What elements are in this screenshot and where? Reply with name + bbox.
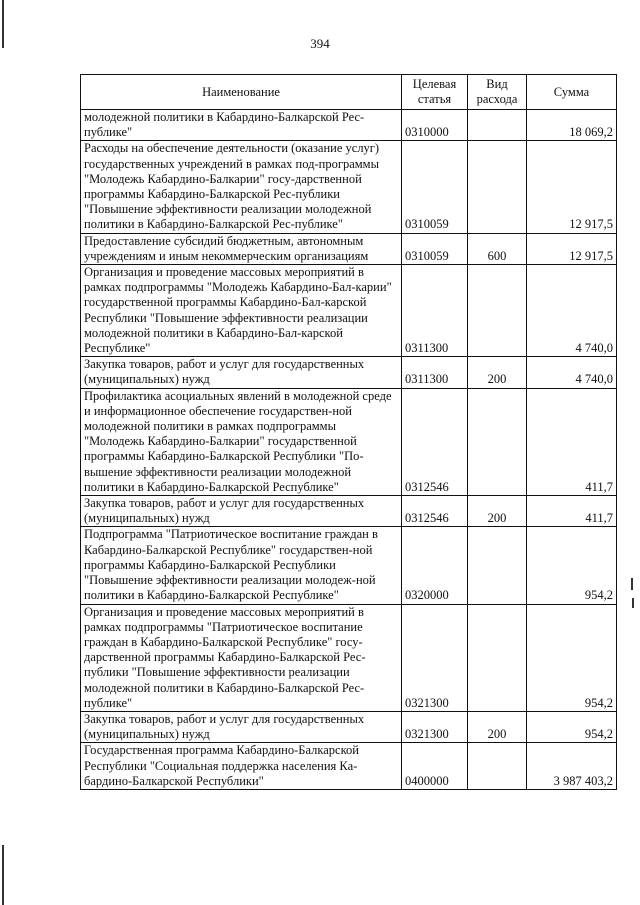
table-row [81, 233, 617, 264]
row-sum: 4 740,0 [527, 357, 617, 388]
table-row [81, 357, 617, 388]
row-sum: 954,2 [527, 527, 617, 604]
row-target-article: 0312546 [402, 496, 468, 527]
scan-edge-mark-bottom-left [2, 845, 4, 905]
row-expense-type [468, 265, 527, 357]
row-target-article: 0310059 [402, 141, 468, 233]
table-row [81, 743, 617, 790]
header-name: Наименование [81, 75, 402, 110]
row-expense-type: 200 [468, 496, 527, 527]
scan-edge-mark-right-1 [631, 578, 633, 590]
row-target-article: 0320000 [402, 527, 468, 604]
row-name: Закупка товаров, работ и услуг для государственных (муниципальных) нужд [81, 711, 402, 742]
row-expense-type: 200 [468, 711, 527, 742]
header-sum: Сумма [527, 75, 617, 110]
row-sum: 4 740,0 [527, 265, 617, 357]
row-name: Организация и проведение массовых мероприятий в рамках подпрограммы "Молодежь Кабардино-Бал-карии" государственной программы Кабардино-Бал-карской Республики "Повышение эффективности реализации молодежной политики в Кабардино-Бал-карской Республике" [81, 265, 402, 357]
row-sum: 3 987 403,2 [527, 743, 617, 790]
row-expense-type [468, 527, 527, 604]
header-expense-type: Вид расхода [468, 75, 527, 110]
table-row [81, 141, 617, 233]
row-sum: 18 069,2 [527, 110, 617, 141]
row-sum: 12 917,5 [527, 233, 617, 264]
row-sum: 12 917,5 [527, 141, 617, 233]
row-name: Предоставление субсидий бюджетным, автономным учреждениям и иным некоммерческим организациям [81, 233, 402, 264]
table-row [81, 496, 617, 527]
row-expense-type: 200 [468, 357, 527, 388]
row-expense-type [468, 604, 527, 711]
table-row [81, 265, 617, 357]
row-target-article: 0312546 [402, 388, 468, 495]
row-target-article: 0311300 [402, 265, 468, 357]
row-target-article: 0310000 [402, 110, 468, 141]
table-header-row [81, 75, 617, 110]
table-row [81, 110, 617, 141]
row-expense-type [468, 110, 527, 141]
row-target-article: 0310059 [402, 233, 468, 264]
row-target-article: 0321300 [402, 711, 468, 742]
row-expense-type [468, 388, 527, 495]
row-name: Подпрограмма "Патриотическое воспитание граждан в Кабардино-Балкарской Республике" государствен-ной программы Кабардино-Балкарской Республики "Повышение эффективности реализации молодеж-ной политики в Кабардино-Балкарской Республике" [81, 527, 402, 604]
row-name: Закупка товаров, работ и услуг для государственных (муниципальных) нужд [81, 357, 402, 388]
table-row [81, 604, 617, 711]
row-name: Закупка товаров, работ и услуг для государственных (муниципальных) нужд [81, 496, 402, 527]
row-name: Организация и проведение массовых мероприятий в рамках подпрограммы "Патриотическое воспитание граждан в Кабардино-Балкарской Республике" госу-дарственной программы Кабардино-Балкарской Рес-публики "Повышение эффективности реализации молодежной политики в Кабардино-Балкарской Рес-публике" [81, 604, 402, 711]
scan-edge-mark-right-2 [632, 598, 634, 608]
row-target-article: 0400000 [402, 743, 468, 790]
page-number: 394 [310, 36, 330, 51]
row-expense-type: 600 [468, 233, 527, 264]
row-sum: 411,7 [527, 496, 617, 527]
row-name: молодежной политики в Кабардино-Балкарской Рес-публике" [81, 110, 402, 141]
row-name: Профилактика асоциальных явлений в молодежной среде и информационное обеспечение государствен-ной молодежной политики в рамках подпрограммы "Молодежь Кабардино-Балкарии" государственной программы Кабардино-Балкарской Республики "По-вышение эффективности реализации молодежной политики в Кабардино-Балкарской Республике" [81, 388, 402, 495]
budget-table [80, 74, 617, 790]
row-name: Государственная программа Кабардино-Балкарской Республики "Социальная поддержка населения Ка-бардино-Балкарской Республики" [81, 743, 402, 790]
row-name: Расходы на обеспечение деятельности (оказание услуг) государственных учреждений в рамках под-программы "Молодежь Кабардино-Балкарии" госу-дарственной программы Кабардино-Балкарской Рес-публики "Повышение эффективности реализации молодежной политики в Кабардино-Балкарской Рес-публике" [81, 141, 402, 233]
row-expense-type [468, 743, 527, 790]
row-target-article: 0311300 [402, 357, 468, 388]
row-sum: 411,7 [527, 388, 617, 495]
table-row [81, 388, 617, 495]
table-row [81, 527, 617, 604]
row-expense-type [468, 141, 527, 233]
row-target-article: 0321300 [402, 604, 468, 711]
row-sum: 954,2 [527, 711, 617, 742]
table-row [81, 711, 617, 742]
row-sum: 954,2 [527, 604, 617, 711]
header-target-article: Целевая статья [402, 75, 468, 110]
